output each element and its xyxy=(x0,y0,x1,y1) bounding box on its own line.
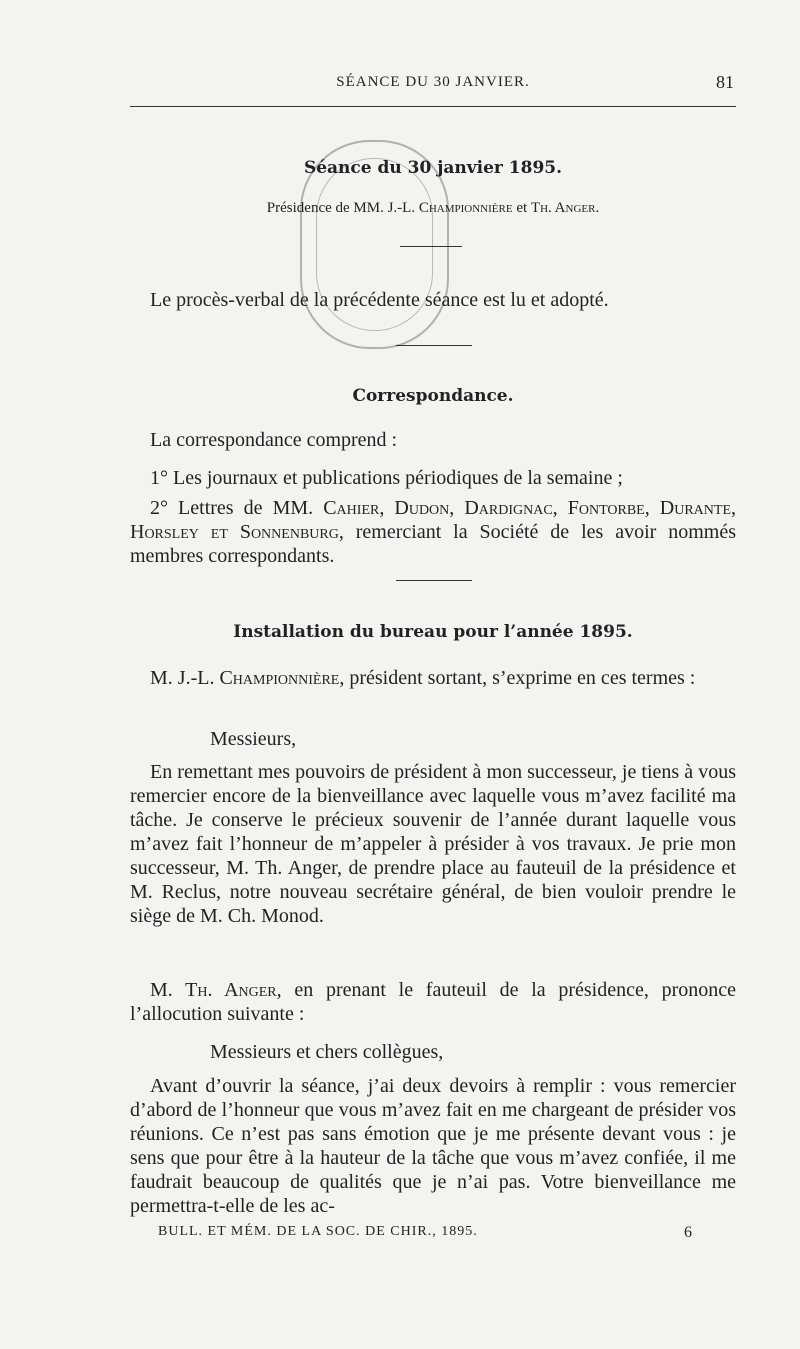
presidence-prefix: Présidence de MM. xyxy=(266,200,388,216)
divider xyxy=(400,246,462,247)
presidence-line xyxy=(130,200,736,217)
correspondance-item-2: 2° Lettres de MM. Cahier, Dudon, Dardignac, Fontorbe, Durante, Horsley et Sonnenburg, remerciant la Société de les avoir nommés membres correspondants. xyxy=(130,497,736,567)
page-footer xyxy=(130,1224,736,1248)
president-2: Th. Anger. xyxy=(530,200,600,216)
salutation: Messieurs, xyxy=(210,728,297,750)
divider xyxy=(396,345,472,346)
installation-intro: M. J.-L. Championnière, président sortant, s’exprime en ces termes : xyxy=(150,667,696,689)
salutation-2: Messieurs et chers collègues, xyxy=(210,1041,444,1063)
session-title: Séance du 30 janvier 1895. xyxy=(303,158,563,178)
president-1: J.-L. Championnière xyxy=(387,200,513,216)
header-rule xyxy=(130,106,736,107)
presidence-connector: et xyxy=(512,200,531,216)
speech-anger: Avant d’ouvrir la séance, j’ai deux devoirs à remplir : vous remercier d’abord de l’honneur que vous m’avez fait en me chargeant de présider vos réunions. Ce n’est pas sans émotion que je me présente devant vous : je sens que pour être à la hauteur de la tâche que vous m’avez confiée, il me faudrait beaucoup de qualités que je n’ai pas. Votre bienveillance me permettra-t-elle de les ac- xyxy=(130,1075,736,1217)
speech-championniere: En remettant mes pouvoirs de président à mon successeur, je tiens à vous remercier encore de la bienveillance avec laquelle vous m’avez facilité ma tâche. Je conserve le précieux souvenir de l’année durant laquelle vous m’avez fait l’honneur de m’appeler à présider à vos travaux. Je prie mon successeur, M. Th. Anger, de prendre place au fauteuil de la présidence et M. Reclus, notre nouveau secrétaire général, de bien vouloir prendre le siège de M. Ch. Monod. xyxy=(130,761,736,927)
footer-citation: BULL. ET MÉM. DE LA SOC. DE CHIR., 1895. xyxy=(158,1224,478,1239)
correspondance-item-1: 1° Les journaux et publications périodiques de la semaine ; xyxy=(150,467,623,489)
correspondance-intro: La correspondance comprend : xyxy=(150,429,398,451)
divider xyxy=(396,580,472,581)
member-names: Cahier, Dudon, Dardignac, Fontorbe, Durante, Horsley et Sonnenburg, xyxy=(130,497,736,543)
running-title: SÉANCE DU 30 JANVIER. xyxy=(336,74,530,90)
proces-verbal: Le procès-verbal de la précédente séance est lu et adopté. xyxy=(150,289,609,311)
anger-intro: M. Th. Anger, en prenant le fauteuil de la présidence, prononce l’allocution suivante : xyxy=(130,979,736,1025)
signature-mark: 6 xyxy=(684,1224,692,1241)
correspondance-heading: Correspondance. xyxy=(352,386,514,406)
running-head xyxy=(130,74,736,100)
page-number: 81 xyxy=(716,72,734,92)
installation-heading: Installation du bureau pour l’année 1895. xyxy=(233,622,633,642)
